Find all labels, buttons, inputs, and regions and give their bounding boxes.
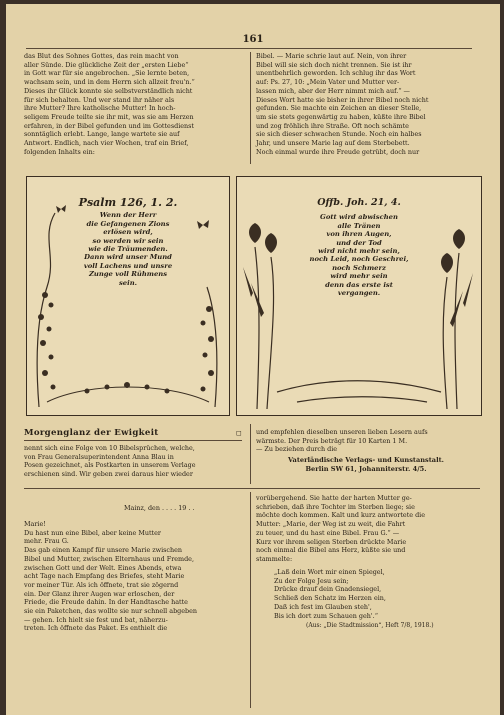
text-line: folgenden Inhalts ein: — [24, 147, 95, 156]
text-line: Dieses ihr Glück konnte sie selbstverständlich nicht — [24, 86, 193, 95]
text-line: vorübergehend. Sie hatte der harten Mutter ge- — [256, 494, 412, 502]
postcard-verse-line: alle Tränen — [337, 221, 381, 230]
poem-stanza — [274, 568, 474, 620]
text-line: nennt sich eine Folge von 10 Bibelsprüchen, welche, — [24, 444, 195, 452]
column-divider-top — [250, 52, 251, 164]
text-line: aller Sünde. Die glückliche Zeit der „ersten Liebe“ — [24, 60, 189, 69]
text-line: acht Tage nach Empfang des Briefes, steht Marie — [24, 572, 185, 581]
text-line: Bibel. — Marie schrie laut auf. Nein, von ihrer — [256, 52, 407, 60]
text-line: Du hast nun eine Bibel, aber keine Mutter — [24, 528, 161, 537]
postcard-verse-line: Wenn der Herr — [99, 211, 157, 220]
text-line: gefunden. Sie machte ein Zeichen an dieser Stelle, — [256, 104, 422, 113]
section-rule — [24, 488, 480, 489]
text-line: ihre Mutter? Ihre katholische Mutter! In hoch- — [24, 104, 176, 113]
text-line: Antwort. Endlich, nach vier Wochen, traf ein Brief, — [24, 139, 189, 148]
source-citation: (Aus: „Die Stadtmission“, Heft 7/8, 1918.) — [306, 622, 434, 629]
text-column-top-right — [256, 52, 476, 156]
text-line: Jahr, und unsere Marie lag auf dem Sterbebett. — [256, 139, 410, 148]
text-line: erfahren, in der Bibel gefunden und im Gottesdienst — [24, 121, 194, 130]
text-line: mehr. Frau G. — [24, 537, 69, 546]
postcard-verse-line: wie die Träumenden. — [88, 245, 168, 254]
text-line: treten. Ich öffnete das Paket. Es enthielt die — [24, 624, 168, 633]
caption-rule — [24, 440, 242, 441]
postcard-verse-line: wird mehr sein — [330, 272, 388, 281]
text-column-middle-right — [256, 428, 476, 454]
text-line: das Blut des Sohnes Gottes, das rein macht von — [24, 52, 179, 60]
text-column-bottom-right — [256, 494, 476, 564]
postcard-verse-line: voll Lachens und unsre — [83, 261, 173, 270]
text-line: Posen gezeichnet, als Postkarten in unserem Verlage — [24, 461, 196, 470]
text-line: Dieses Wort hatte sie bisher in ihrer Bibel noch nicht — [256, 95, 429, 104]
publisher-name: Vaterländische Verlags- und Kunstanstalt. — [288, 456, 444, 464]
postcard-verse-line: Dann wird unser Mund — [84, 253, 172, 262]
bible-reference: Offb. Joh. 21, 4. — [317, 197, 401, 208]
text-line: zwischen Gott und der Welt. Eines Abends, etwa — [24, 563, 182, 572]
poem-line: Drücke drauf dein Gnadensiegel, — [274, 585, 382, 594]
text-line: von Frau Generalsuperintendent Anna Blau in — [24, 452, 174, 461]
header-rule — [26, 48, 472, 49]
text-line: wärmste. Der Preis beträgt für 10 Karten 1 M. — [256, 436, 408, 445]
text-line: sonntäglich erlebt. Lange, lange wartete sie auf — [24, 130, 180, 139]
postcard-verse-line: Gott wird abwischen — [320, 213, 398, 222]
text-line: ein. Der Glanz ihrer Augen war erloschen, der — [24, 589, 175, 598]
publisher-address: Berlin SW 61, Johanniterstr. 4/5. — [305, 465, 427, 473]
postcard-image-left — [26, 176, 230, 416]
poem-line: Schließ den Schatz im Herzen ein, — [274, 594, 386, 603]
poem-line: Daß ich fest im Glauben steh', — [274, 602, 372, 611]
column-divider-middle — [250, 424, 251, 484]
poem-line: „Laß dein Wort mir einen Spiegel, — [274, 568, 385, 576]
letter-date-line: Mainz, den . . . . 19 . . — [124, 504, 195, 512]
text-line: lassen mich, aber der Herr nimmt mich auf.“ — — [256, 86, 410, 95]
text-line: stammelte: — [256, 554, 293, 563]
poem-line: Zu der Folge Jesu sein; — [274, 576, 349, 585]
text-line: Das gab einen Kampf für unsere Marie zwischen — [24, 546, 183, 555]
text-line: Noch einmal wurde ihre Freude getrübt, doch nur — [256, 147, 420, 156]
publisher-block — [256, 456, 476, 474]
text-line: und empfehlen dieselben unseren lieben Lesern aufs — [256, 428, 428, 436]
caption-mark: ◻ — [236, 428, 243, 437]
text-line: Bibel und Mutter, zwischen Elternhaus und Fremde, — [24, 554, 194, 563]
postcard-verse-line: vergangen. — [337, 289, 381, 298]
text-line: und zog fröhlich ihre Straße. Oft noch schämte — [256, 121, 409, 130]
text-line: erschienen sind. Wir geben zwei daraus hier wieder — [24, 470, 193, 479]
postcard-verse-line: von ihren Augen, — [326, 230, 392, 239]
poem-line: Bis ich dort zum Schauen geh'.“ — [274, 611, 378, 620]
text-column-top-left — [24, 52, 244, 156]
postcard-verse-line: noch Leid, noch Geschrei, — [309, 255, 409, 264]
postcard-verse-line: denn das erste ist — [325, 280, 393, 289]
text-line: in Gott war für sie angebrochen. „Sie lernte beten, — [24, 69, 190, 78]
page-number: 161 — [242, 34, 264, 45]
postcard-verse-line: Zunge voll Rühmens — [88, 270, 168, 279]
postcard-verse-line: sein. — [118, 278, 138, 287]
text-line: schrieben, daß ihre Tochter im Sterben liege; sie — [256, 502, 415, 511]
postcard-verse-line: die Gefangenen Zions — [86, 219, 170, 228]
text-line: — Zu beziehen durch die — [256, 445, 338, 454]
text-line: wachsam sein, und in dem Herrn sich allzeit freu'n.“ — [24, 78, 195, 87]
text-column-middle-left — [24, 444, 244, 479]
text-line: Kurz vor ihrem seligen Sterben drückte Marie — [256, 537, 407, 546]
text-line: auf: Ps. 27, 10: „Mein Vater und Mutter ver- — [256, 78, 400, 87]
text-line: Friede, die Freude dahin. In der Handtasche hatte — [24, 598, 188, 607]
postcard-verse-line: so werden wir sein — [92, 236, 164, 245]
postcard-verse-line: noch Schmerz — [332, 263, 386, 272]
text-line: um sie stets gegenwärtig zu haben, küßte ihre Bibel — [256, 112, 426, 121]
text-line: sie ein Paketchen, das wollte sie nur schnell abgeben — [24, 607, 198, 616]
postcard-verse-line: wird nicht mehr sein, — [318, 247, 400, 256]
postcard-verse-line: und der Tod — [336, 238, 382, 247]
postcard-image-right — [236, 176, 482, 416]
column-divider-bottom — [250, 492, 251, 708]
text-line: für sich behalten. Und wer stand ihr näher als — [24, 95, 175, 104]
text-line: zu teuer, und du hast eine Bibel. Frau G.“ — — [256, 528, 400, 537]
text-line: möchte doch kommen. Kalt und kurz antwortete die — [256, 511, 425, 520]
text-line: vor meiner Tür. Als ich öffnete, trat sie zögernd — [24, 580, 179, 589]
text-line: Mutter: „Marie, der Weg ist zu weit, die Fahrt — [256, 520, 406, 529]
text-line: noch einmal die Bibel ans Herz, küßte sie und — [256, 546, 406, 555]
page — [6, 4, 500, 715]
psalm-reference: Psalm 126, 1. 2. — [78, 196, 178, 209]
text-column-bottom-left — [24, 520, 244, 633]
text-line: seligem Freude teilte sie ihr mit, was sie am Herzen — [24, 112, 194, 121]
text-line: Marie! — [24, 520, 46, 528]
text-line: sie sich dieser schwachen Stunde. Noch ein halbes — [256, 130, 422, 139]
postcard-left-text — [41, 196, 215, 287]
text-line: Bibel will sie sich doch nicht trennen. Sie ist ihr — [256, 60, 412, 69]
caption-title: Morgenglanz der Ewigkeit — [24, 428, 159, 438]
text-line: — gehen. Ich hielt sie fest und bat, näherzu- — [24, 615, 168, 624]
postcard-verse-line: erlösen wird, — [103, 228, 153, 237]
text-line: unentbehrlich geworden. Ich schlug ihr das Wort — [256, 69, 416, 78]
postcard-right-text — [265, 199, 453, 297]
